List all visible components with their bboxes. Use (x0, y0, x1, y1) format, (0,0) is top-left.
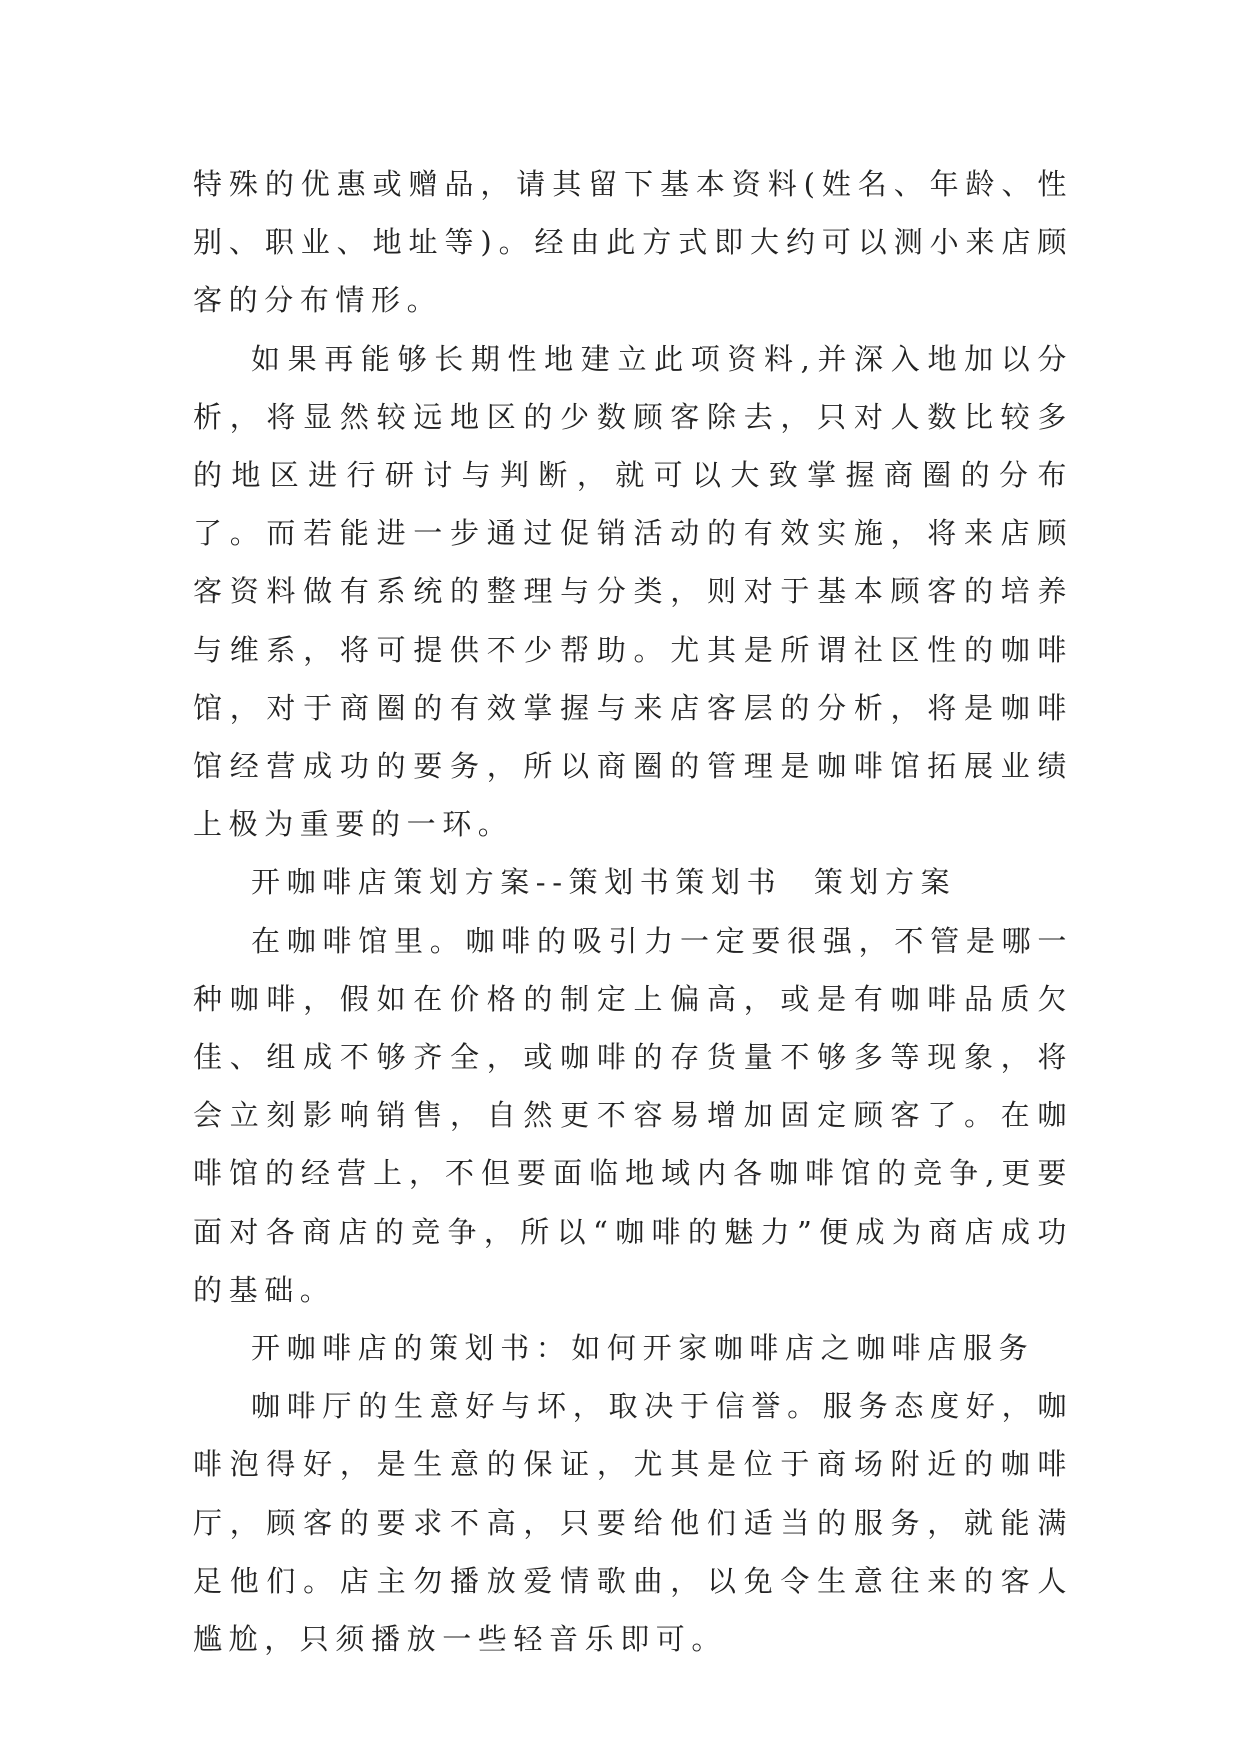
paragraph-coffee-appeal: 在咖啡馆里。咖啡的吸引力一定要很强，不管是哪一种咖啡，假如在价格的制定上偏高，或是有咖啡品质欠佳、组成不够齐全，或咖啡的存货量不够多等现象，将会立刻影响销售，自然更不容易增加固定顾客了。在咖啡馆的经营上，不但要面临地域内各咖啡馆的竞争,更要面对各商店的竞争，所以“咖啡的魅力”便成为商店成功的基础。 (193, 923, 1073, 1307)
section-heading-service: 开咖啡店的策划书：如何开家咖啡店之咖啡店服务 (251, 1331, 1035, 1366)
paragraph-continuation: 特殊的优惠或赠品，请其留下基本资料(姓名、年龄、性别、职业、地址等)。经由此方式即大约可以测小来店顾客的分布情形。 (193, 167, 1073, 318)
section-heading-plan: 开咖啡店策划方案--策划书策划书 策划方案 (251, 865, 957, 900)
paragraph-service: 咖啡厅的生意好与坏，取决于信誉。服务态度好，咖啡泡得好，是生意的保证，尤其是位于商场附近的咖啡厅，顾客的要求不高，只要给他们适当的服务，就能满足他们。店主勿播放爱情歌曲，以免令生意往来的客人尴尬，只须播放一些轻音乐即可。 (193, 1389, 1073, 1657)
paragraph-trade-area-analysis: 如果再能够长期性地建立此项资料,并深入地加以分析，将显然较远地区的少数顾客除去，只对人数比较多的地区进行研讨与判断，就可以大致掌握商圈的分布了。而若能进一步通过促销活动的有效实施，将来店顾客资料做有系统的整理与分类，则对于基本顾客的培养与维系，将可提供不少帮助。尤其是所谓社区性的咖啡馆，对于商圈的有效掌握与来店客层的分析，将是咖啡馆经营成功的要务，所以商圈的管理是咖啡馆拓展业绩上极为重要的一环。 (193, 341, 1073, 842)
document-body (193, 155, 1073, 1668)
